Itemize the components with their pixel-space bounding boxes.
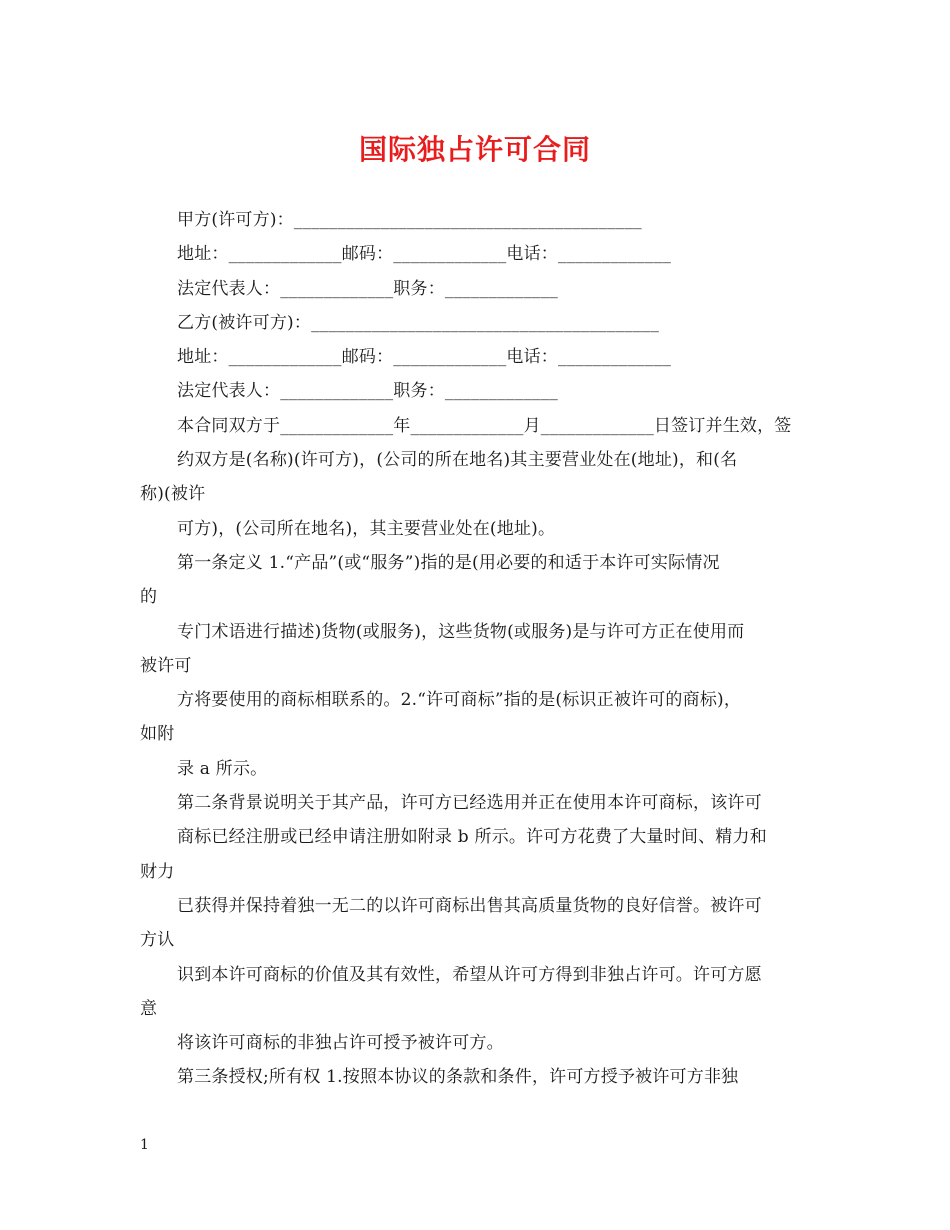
text-line: 如附 <box>140 724 175 745</box>
text-line: 地址：_____________邮码：_____________电话：_____________ <box>177 347 672 368</box>
text-line: 甲方(许可方)：________________________________________ <box>177 210 642 230</box>
text-line: 已获得并保持着独一无二的以许可商标出售其高质量货物的良好信誉。被许可 <box>177 895 762 916</box>
text-line: 本合同双方于_____________年_____________月_____________日签订并生效，签 <box>177 415 792 436</box>
text-line: 第二条背景说明关于其产品，许可方已经选用并正在使用本许可商标，该许可 <box>177 793 762 814</box>
text-line: 财力 <box>140 861 175 882</box>
text-line: 的 <box>140 587 158 608</box>
text-line: 可方)，(公司所在地名)，其主要营业处在(地址)。 <box>177 518 556 539</box>
text-line: 法定代表人：_____________职务：_____________ <box>177 381 558 402</box>
text-line: 地址：_____________邮码：_____________电话：_____________ <box>177 244 672 265</box>
text-line: 录 a 所示。 <box>177 758 268 779</box>
document-title: 国际独占许可合同 <box>358 133 591 166</box>
text-line: 被许可 <box>140 655 192 676</box>
text-line: 法定代表人：_____________职务：_____________ <box>177 278 558 299</box>
text-line: 第一条定义 1.“产品”(或“服务”)指的是(用必要的和适于本许可实际情况 <box>177 552 720 573</box>
text-line: 方将要使用的商标相联系的。2.“许可商标”指的是(标识正被许可的商标)， <box>177 690 742 711</box>
text-line: 约双方是(名称)(许可方)，(公司的所在地名)其主要营业处在(地址)，和(名 <box>177 450 738 471</box>
text-line: 乙方(被许可方)：________________________________________ <box>177 312 660 333</box>
page-number: 1 <box>140 1137 149 1153</box>
text-line: 第三条授权;所有权 1.按照本协议的条款和条件，许可方授予被许可方非独 <box>177 1067 739 1088</box>
text-line: 商标已经注册或已经申请注册如附录 b 所示。许可方花费了大量时间、精力和 <box>177 827 767 848</box>
text-line: 方认 <box>140 930 175 951</box>
text-line: 识到本许可商标的价值及其有效性，希望从许可方得到非独占许可。许可方愿 <box>177 964 762 985</box>
text-line: 专门术语进行描述)货物(或服务)，这些货物(或服务)是与许可方正在使用而 <box>177 621 745 642</box>
text-line: 将该许可商标的非独占许可授予被许可方。 <box>177 1033 504 1054</box>
text-line: 意 <box>140 998 158 1019</box>
document-body <box>140 203 812 1095</box>
text-line: 称)(被许 <box>140 484 206 505</box>
